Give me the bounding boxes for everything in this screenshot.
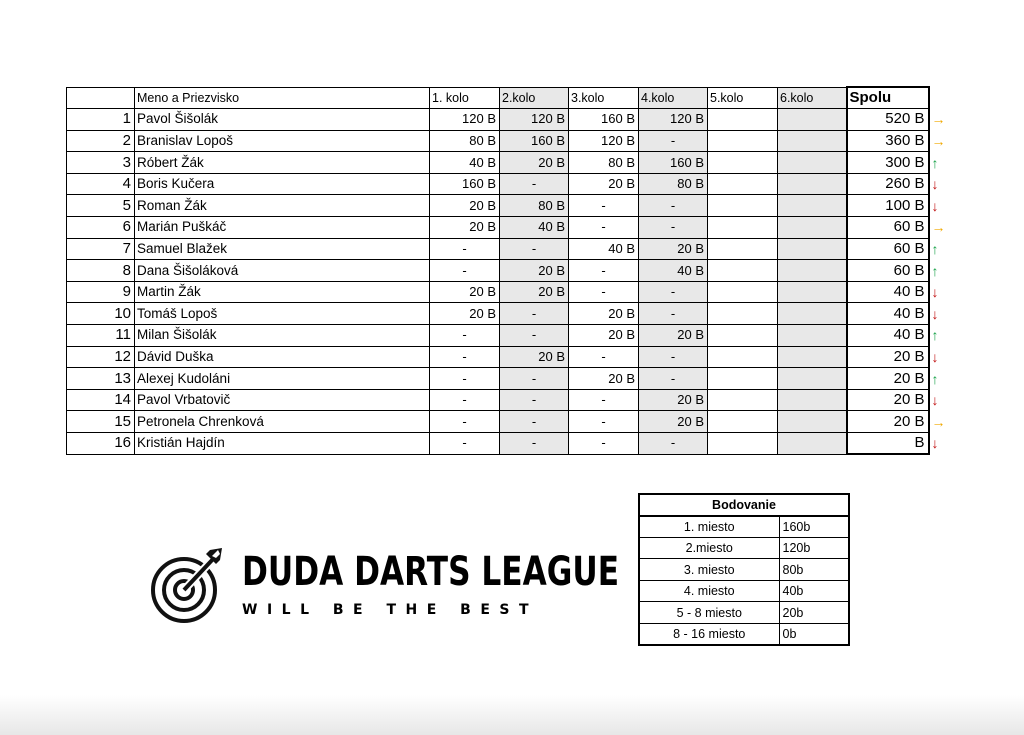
total-points-cell: 20 B <box>847 389 929 411</box>
trend-up-arrow-icon: ↑ <box>931 240 939 257</box>
trend-down-arrow-icon: ↓ <box>931 392 939 409</box>
round-4-cell: - <box>639 195 708 217</box>
round-1-cell: - <box>430 325 500 347</box>
player-name-cell: Petronela Chrenková <box>135 411 430 433</box>
round-3-cell: - <box>569 346 639 368</box>
rank-header <box>67 87 135 109</box>
trend-up-arrow-icon: ↑ <box>931 370 939 387</box>
round-4-cell: - <box>639 303 708 325</box>
placement-label: 1. miesto <box>639 516 779 538</box>
round-6-cell <box>778 281 847 303</box>
round-4-cell: 20 B <box>639 411 708 433</box>
round-6-cell <box>778 411 847 433</box>
player-name-cell: Pavol Vrbatovič <box>135 389 430 411</box>
placement-points: 40b <box>779 580 849 602</box>
total-points-cell: 100 B <box>847 195 929 217</box>
round-2-cell: 80 B <box>500 195 569 217</box>
trend-up-arrow-icon: ↑ <box>931 262 939 279</box>
scoring-row <box>639 537 849 559</box>
round-1-cell: 160 B <box>430 173 500 195</box>
player-name-cell: Boris Kučera <box>135 173 430 195</box>
round-5-header: 5.kolo <box>708 87 778 109</box>
standings-row <box>67 411 947 433</box>
round-6-cell <box>778 109 847 131</box>
round-3-cell: - <box>569 433 639 455</box>
total-points-cell: 40 B <box>847 325 929 347</box>
round-2-cell: 20 B <box>500 281 569 303</box>
round-2-cell: - <box>500 433 569 455</box>
round-5-cell <box>708 130 778 152</box>
placement-label: 5 - 8 miesto <box>639 602 779 624</box>
scoring-row <box>639 602 849 624</box>
rank-cell: 3 <box>67 152 135 174</box>
trend-down-arrow-icon: ↓ <box>931 284 939 301</box>
round-2-cell: 160 B <box>500 130 569 152</box>
round-1-cell: 80 B <box>430 130 500 152</box>
standings-row <box>67 173 947 195</box>
round-6-cell <box>778 303 847 325</box>
standings-table <box>66 86 947 455</box>
round-4-cell: - <box>639 130 708 152</box>
round-5-cell <box>708 411 778 433</box>
round-1-cell: - <box>430 368 500 390</box>
round-4-cell: - <box>639 368 708 390</box>
rank-cell: 9 <box>67 281 135 303</box>
round-3-cell: 120 B <box>569 130 639 152</box>
page-bottom-edge <box>0 695 1024 735</box>
round-2-cell: 20 B <box>500 260 569 282</box>
round-3-cell: 20 B <box>569 325 639 347</box>
rank-cell: 12 <box>67 346 135 368</box>
round-1-cell: - <box>430 238 500 260</box>
placement-label: 3. miesto <box>639 559 779 581</box>
rank-cell: 14 <box>67 389 135 411</box>
round-2-header: 2.kolo <box>500 87 569 109</box>
standings-row <box>67 152 947 174</box>
scoring-row <box>639 516 849 538</box>
rank-cell: 10 <box>67 303 135 325</box>
round-2-cell: - <box>500 173 569 195</box>
round-4-cell: 40 B <box>639 260 708 282</box>
round-1-cell: - <box>430 389 500 411</box>
round-3-cell: 20 B <box>569 173 639 195</box>
total-points-cell: B <box>847 433 929 455</box>
round-4-header: 4.kolo <box>639 87 708 109</box>
total-points-cell: 40 B <box>847 303 929 325</box>
player-name-cell: Dávid Duška <box>135 346 430 368</box>
name-header: Meno a Priezvisko <box>135 87 430 109</box>
standings-body <box>67 109 947 455</box>
total-points-cell: 60 B <box>847 238 929 260</box>
round-1-cell: - <box>430 411 500 433</box>
round-2-cell: - <box>500 303 569 325</box>
scoring-body <box>639 516 849 646</box>
round-5-cell <box>708 109 778 131</box>
player-name-cell: Dana Šišoláková <box>135 260 430 282</box>
round-5-cell <box>708 346 778 368</box>
round-5-cell <box>708 325 778 347</box>
standings-row <box>67 389 947 411</box>
trend-down-arrow-icon: ↓ <box>931 197 939 214</box>
player-name-cell: Alexej Kudoláni <box>135 368 430 390</box>
round-2-cell: 20 B <box>500 152 569 174</box>
round-2-cell: - <box>500 325 569 347</box>
round-5-cell <box>708 217 778 239</box>
round-6-cell <box>778 195 847 217</box>
round-6-cell <box>778 389 847 411</box>
round-3-cell: - <box>569 281 639 303</box>
total-points-cell: 360 B <box>847 130 929 152</box>
standings-row <box>67 130 947 152</box>
player-name-cell: Martin Žák <box>135 281 430 303</box>
player-name-cell: Tomáš Lopoš <box>135 303 430 325</box>
trend-up-arrow-icon: ↑ <box>931 327 939 344</box>
round-3-cell: - <box>569 411 639 433</box>
round-6-cell <box>778 433 847 455</box>
round-3-cell: - <box>569 389 639 411</box>
round-5-cell <box>708 433 778 455</box>
scoring-table <box>638 493 850 646</box>
trend-down-arrow-icon: ↓ <box>931 176 939 193</box>
player-name-cell: Pavol Šišolák <box>135 109 430 131</box>
placement-points: 0b <box>779 624 849 646</box>
round-5-cell <box>708 368 778 390</box>
rank-cell: 16 <box>67 433 135 455</box>
round-5-cell <box>708 152 778 174</box>
scoring-title: Bodovanie <box>639 494 849 516</box>
round-5-cell <box>708 238 778 260</box>
round-1-cell: 20 B <box>430 281 500 303</box>
round-5-cell <box>708 281 778 303</box>
total-header: Spolu <box>847 87 929 109</box>
round-1-header: 1. kolo <box>430 87 500 109</box>
round-1-cell: 20 B <box>430 217 500 239</box>
player-name-cell: Kristián Hajdín <box>135 433 430 455</box>
total-points-cell: 60 B <box>847 260 929 282</box>
round-6-cell <box>778 325 847 347</box>
scoring-row <box>639 559 849 581</box>
trend-right-arrow-icon: → <box>931 111 946 128</box>
round-1-cell: 120 B <box>430 109 500 131</box>
rank-cell: 5 <box>67 195 135 217</box>
round-5-cell <box>708 260 778 282</box>
round-4-cell: 20 B <box>639 325 708 347</box>
round-3-cell: 80 B <box>569 152 639 174</box>
round-4-cell: - <box>639 433 708 455</box>
trend-down-arrow-icon: ↓ <box>931 435 939 452</box>
round-1-cell: - <box>430 433 500 455</box>
standings-row <box>67 303 947 325</box>
round-1-cell: 20 B <box>430 195 500 217</box>
round-4-cell: 160 B <box>639 152 708 174</box>
league-logo <box>150 544 620 628</box>
round-3-cell: - <box>569 217 639 239</box>
trend-right-arrow-icon: → <box>931 413 946 430</box>
total-points-cell: 260 B <box>847 173 929 195</box>
round-4-cell: 120 B <box>639 109 708 131</box>
round-4-cell: - <box>639 281 708 303</box>
scoring-header-row <box>639 494 849 516</box>
rank-cell: 15 <box>67 411 135 433</box>
player-name-cell: Milan Šišolák <box>135 325 430 347</box>
rank-cell: 11 <box>67 325 135 347</box>
round-1-cell: - <box>430 260 500 282</box>
round-4-cell: 20 B <box>639 389 708 411</box>
total-points-cell: 60 B <box>847 217 929 239</box>
player-name-cell: Branislav Lopoš <box>135 130 430 152</box>
round-1-cell: - <box>430 346 500 368</box>
round-6-header: 6.kolo <box>778 87 847 109</box>
round-6-cell <box>778 130 847 152</box>
rank-cell: 6 <box>67 217 135 239</box>
round-2-cell: - <box>500 389 569 411</box>
round-2-cell: 20 B <box>500 346 569 368</box>
round-3-cell: - <box>569 260 639 282</box>
round-4-cell: - <box>639 217 708 239</box>
total-points-cell: 300 B <box>847 152 929 174</box>
round-3-cell: 40 B <box>569 238 639 260</box>
round-4-cell: 80 B <box>639 173 708 195</box>
player-name-cell: Marián Puškáč <box>135 217 430 239</box>
trend-down-arrow-icon: ↓ <box>931 305 939 322</box>
placement-points: 120b <box>779 537 849 559</box>
round-6-cell <box>778 238 847 260</box>
round-2-cell: - <box>500 368 569 390</box>
total-points-cell: 20 B <box>847 346 929 368</box>
trend-right-arrow-icon: → <box>931 219 946 236</box>
round-5-cell <box>708 195 778 217</box>
trend-right-arrow-icon: → <box>931 132 946 149</box>
round-4-cell: 20 B <box>639 238 708 260</box>
round-2-cell: - <box>500 411 569 433</box>
standings-row <box>67 325 947 347</box>
player-name-cell: Samuel Blažek <box>135 238 430 260</box>
total-points-cell: 20 B <box>847 368 929 390</box>
trend-header <box>929 87 947 109</box>
round-2-cell: - <box>500 238 569 260</box>
standings-row <box>67 109 947 131</box>
round-3-cell: 20 B <box>569 303 639 325</box>
round-5-cell <box>708 173 778 195</box>
standings-row <box>67 238 947 260</box>
placement-label: 4. miesto <box>639 580 779 602</box>
round-6-cell <box>778 260 847 282</box>
rank-cell: 2 <box>67 130 135 152</box>
rank-cell: 13 <box>67 368 135 390</box>
standings-row <box>67 195 947 217</box>
trend-up-arrow-icon: ↑ <box>931 154 939 171</box>
dartboard-arrow-icon <box>150 544 230 628</box>
round-1-cell: 40 B <box>430 152 500 174</box>
standings-row <box>67 217 947 239</box>
scoring-row <box>639 580 849 602</box>
trend-down-arrow-icon: ↓ <box>931 348 939 365</box>
round-6-cell <box>778 346 847 368</box>
round-1-cell: 20 B <box>430 303 500 325</box>
placement-label: 2.miesto <box>639 537 779 559</box>
standings-row <box>67 281 947 303</box>
round-3-header: 3.kolo <box>569 87 639 109</box>
round-2-cell: 40 B <box>500 217 569 239</box>
standings-row <box>67 433 947 455</box>
round-6-cell <box>778 368 847 390</box>
round-4-cell: - <box>639 346 708 368</box>
round-6-cell <box>778 173 847 195</box>
round-5-cell <box>708 303 778 325</box>
placement-points: 160b <box>779 516 849 538</box>
player-name-cell: Roman Žák <box>135 195 430 217</box>
standings-row <box>67 346 947 368</box>
standings-header-row <box>67 87 947 109</box>
round-5-cell <box>708 389 778 411</box>
placement-points: 80b <box>779 559 849 581</box>
standings-row <box>67 260 947 282</box>
round-6-cell <box>778 152 847 174</box>
round-3-cell: 160 B <box>569 109 639 131</box>
logo-title: DUDA DARTS LEAGUE <box>242 549 620 595</box>
total-points-cell: 520 B <box>847 109 929 131</box>
rank-cell: 1 <box>67 109 135 131</box>
player-name-cell: Róbert Žák <box>135 152 430 174</box>
scoring-row <box>639 624 849 646</box>
placement-label: 8 - 16 miesto <box>639 624 779 646</box>
total-points-cell: 20 B <box>847 411 929 433</box>
rank-cell: 8 <box>67 260 135 282</box>
placement-points: 20b <box>779 602 849 624</box>
round-2-cell: 120 B <box>500 109 569 131</box>
logo-tagline: WILL BE THE BEST <box>242 602 539 618</box>
rank-cell: 7 <box>67 238 135 260</box>
round-6-cell <box>778 217 847 239</box>
rank-cell: 4 <box>67 173 135 195</box>
round-3-cell: 20 B <box>569 368 639 390</box>
total-points-cell: 40 B <box>847 281 929 303</box>
round-3-cell: - <box>569 195 639 217</box>
standings-row <box>67 368 947 390</box>
